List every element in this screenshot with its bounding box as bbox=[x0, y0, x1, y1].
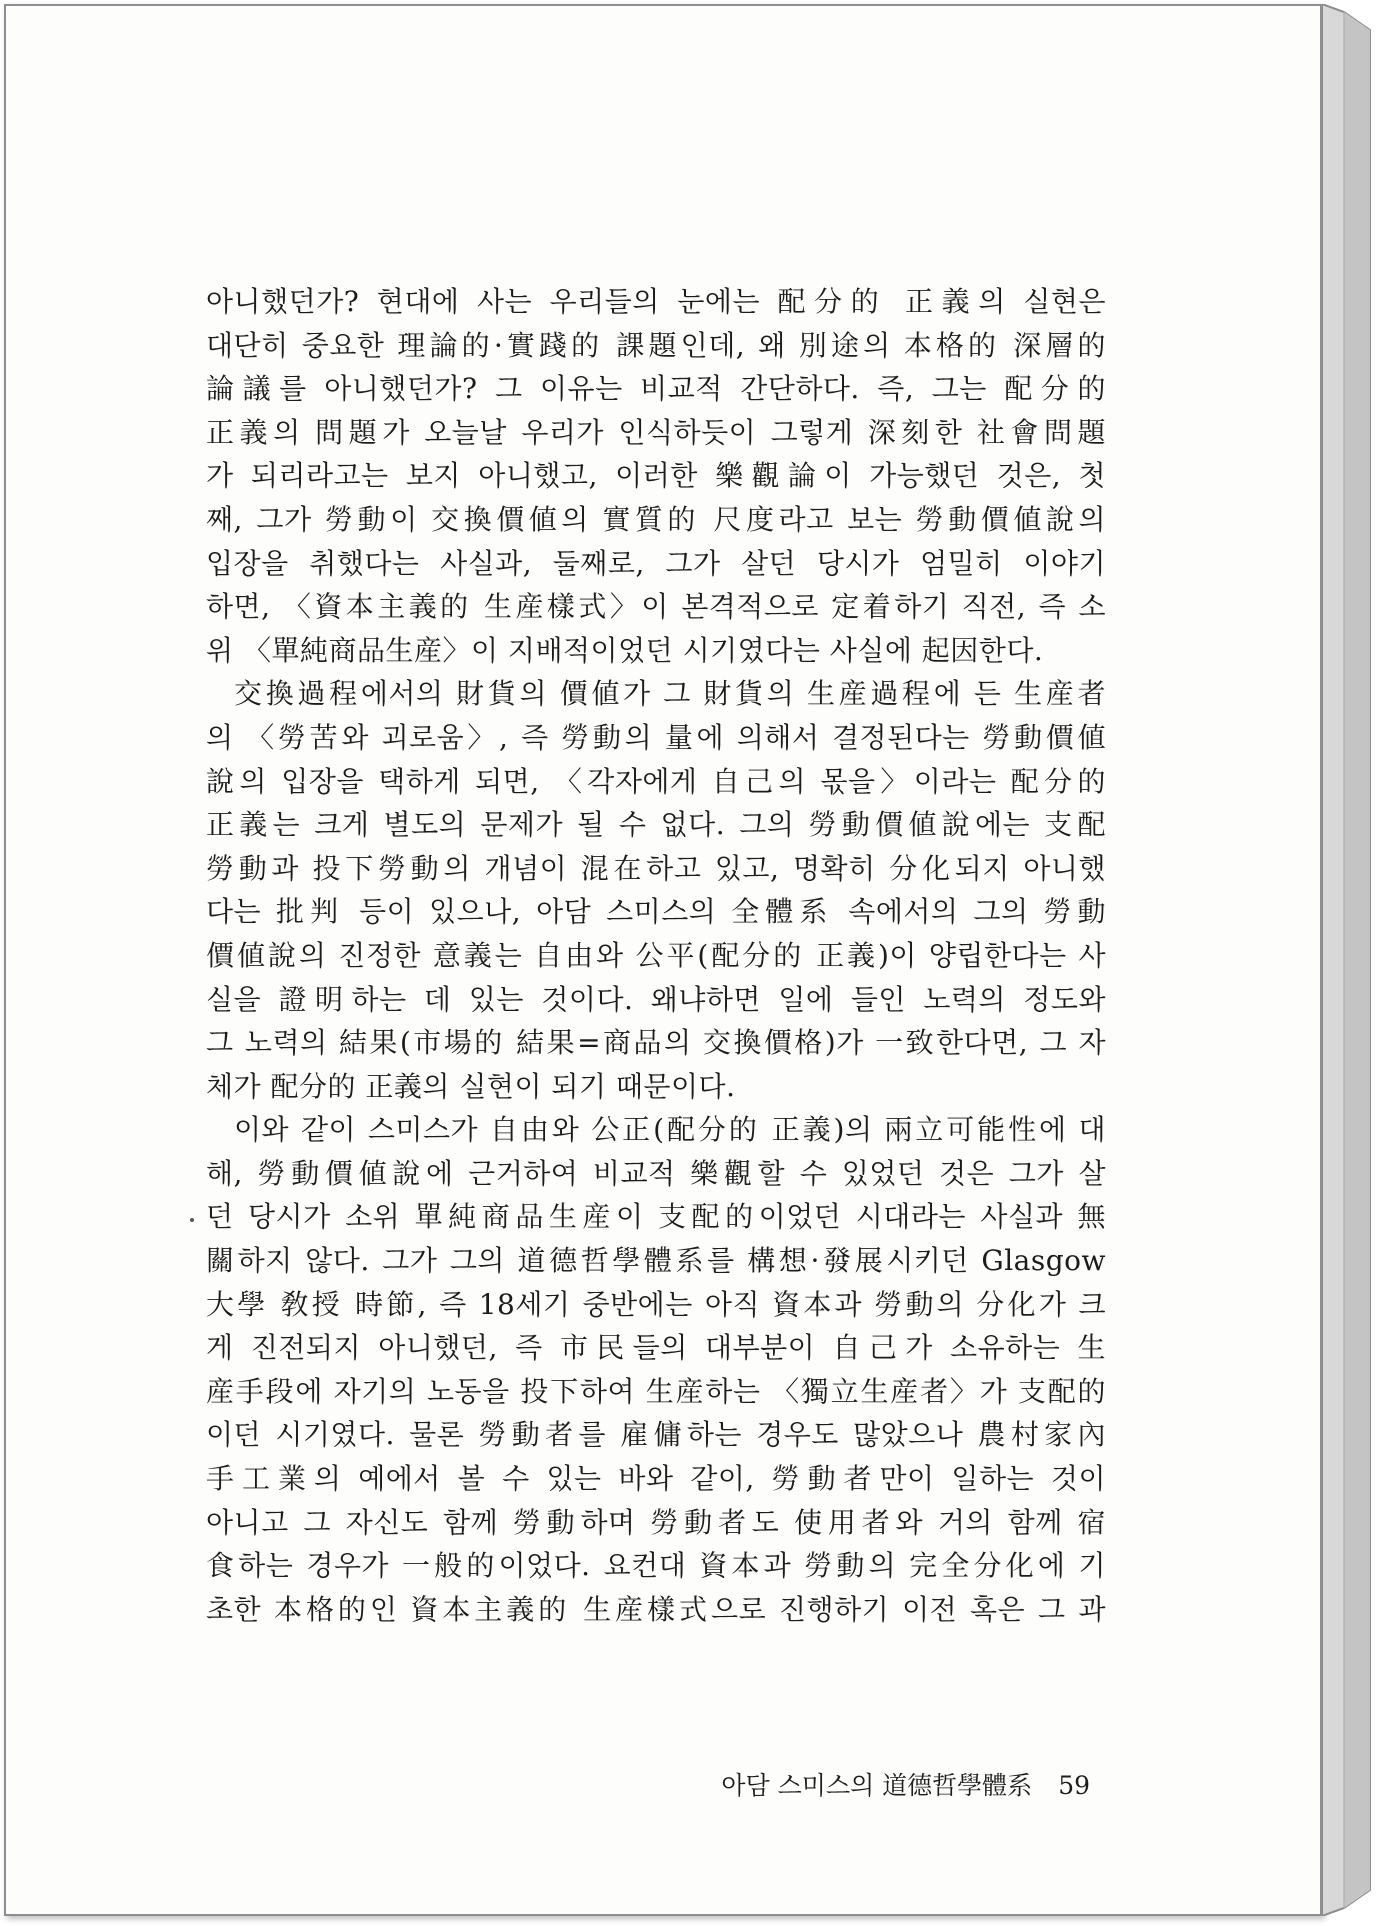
running-title: 아담 스미스의 道德哲學體系 bbox=[721, 1771, 1033, 1800]
text-line: 産手段에 자기의 노동을 投下하여 生産하는 〈獨立生産者〉가 支配的 bbox=[206, 1374, 1106, 1408]
text-line: 아니고 그 자신도 함께 勞動하며 勞動者도 使用者와 거의 함께 宿 bbox=[206, 1505, 1106, 1539]
text-line: 아니했던가? 현대에 사는 우리들의 눈에는 配分的 正義의 실현은 bbox=[206, 285, 1106, 318]
text-line: 交換過程에서의 財貨의 價値가 그 財貨의 生産過程에 든 生産者 bbox=[234, 677, 1106, 711]
text-line: 초한 本格的인 資本主義的 生産樣式으로 진행하기 이전 혹은 그 과 bbox=[206, 1592, 1106, 1626]
text-line: 正義는 크게 별도의 문제가 될 수 없다. 그의 勞動價値說에는 支配 bbox=[206, 808, 1106, 842]
text-line: 說의 입장을 택하게 되면, 〈각자에게 自己의 몫을〉이라는 配分的 bbox=[206, 764, 1106, 798]
text-line: 食하는 경우가 一般的이었다. 요컨대 資本과 勞動의 完全分化에 기 bbox=[206, 1549, 1106, 1583]
text-line: 실을 證明하는 데 있는 것이다. 왜냐하면 일에 들인 노력의 정도와 bbox=[206, 982, 1106, 1016]
text-line: 대단히 중요한 理論的·實踐的 課題인데, 왜 別途의 本格的 深層的 bbox=[206, 328, 1106, 362]
text-line: 의 〈勞苦와 괴로움〉, 즉 勞動의 量에 의해서 결정된다는 勞動價値 bbox=[206, 720, 1106, 754]
book-spine bbox=[1322, 4, 1374, 1916]
text-line: 大學 敎授 時節, 즉 18세기 중반에는 아직 資本과 勞動의 分化가 크 bbox=[206, 1287, 1106, 1321]
text-line: 다는 批判 등이 있으나, 아담 스미스의 全體系 속에서의 그의 勞動 bbox=[206, 895, 1106, 929]
text-line: 勞動과 投下勞動의 개념이 混在하고 있고, 명확히 分化되지 아니했 bbox=[206, 851, 1106, 885]
text-line: 위 〈單純商品生産〉이 지배적이었던 시기였다는 사실에 起因한다. bbox=[206, 633, 1044, 667]
text-line: 던 당시가 소위 單純商品生産이 支配的이었던 시대라는 사실과 無 bbox=[206, 1200, 1106, 1234]
text-line: 關하지 않다. 그가 그의 道德哲學體系를 構想·發展시키던 Glasgow bbox=[206, 1244, 1106, 1278]
text-line: 이와 같이 스미스가 自由와 公正(配分的 正義)의 兩立可能性에 대 bbox=[234, 1113, 1106, 1147]
scan-speck bbox=[190, 1218, 194, 1222]
text-line: 해, 勞動價値說에 근거하여 비교적 樂觀할 수 있었던 것은 그가 살 bbox=[206, 1156, 1106, 1190]
text-line: 하면, 〈資本主義的 生産樣式〉이 본격적으로 定着하기 직전, 즉 소 bbox=[206, 590, 1106, 624]
text-line: 가 되리라고는 보지 아니했고, 이러한 樂觀論이 가능했던 것은, 첫 bbox=[206, 459, 1106, 493]
page-footer bbox=[690, 1766, 1090, 1806]
text-line: 째, 그가 勞動이 交換價値의 實質的 尺度라고 보는 勞動價値說의 bbox=[206, 502, 1106, 536]
text-line: 手工業의 예에서 볼 수 있는 바와 같이, 勞動者만이 일하는 것이 bbox=[206, 1462, 1106, 1496]
text-line: 論議를 아니했던가? 그 이유는 비교적 간단하다. 즉, 그는 配分的 bbox=[206, 372, 1106, 406]
text-line: 게 진전되지 아니했던, 즉 市民들의 대부분이 自己가 소유하는 生 bbox=[206, 1331, 1106, 1365]
text-line: 체가 配分的 正義의 실현이 되기 때문이다. bbox=[206, 1069, 736, 1103]
text-line: 입장을 취했다는 사실과, 둘째로, 그가 살던 당시가 엄밀히 이야기 bbox=[206, 546, 1106, 580]
text-line: 그 노력의 結果(市場的 結果=商品의 交換價格)가 一致한다면, 그 자 bbox=[206, 1026, 1106, 1060]
page-number: 59 bbox=[1058, 1771, 1090, 1800]
text-line: 價値說의 진정한 意義는 自由와 公平(配分的 正義)이 양립한다는 사 bbox=[206, 938, 1106, 972]
text-line: 正義의 問題가 오늘날 우리가 인식하듯이 그렇게 深刻한 社會問題 bbox=[206, 415, 1106, 449]
text-line: 이던 시기였다. 물론 勞動者를 雇傭하는 경우도 많았으나 農村家內 bbox=[206, 1418, 1106, 1452]
body-text bbox=[206, 280, 1106, 1631]
